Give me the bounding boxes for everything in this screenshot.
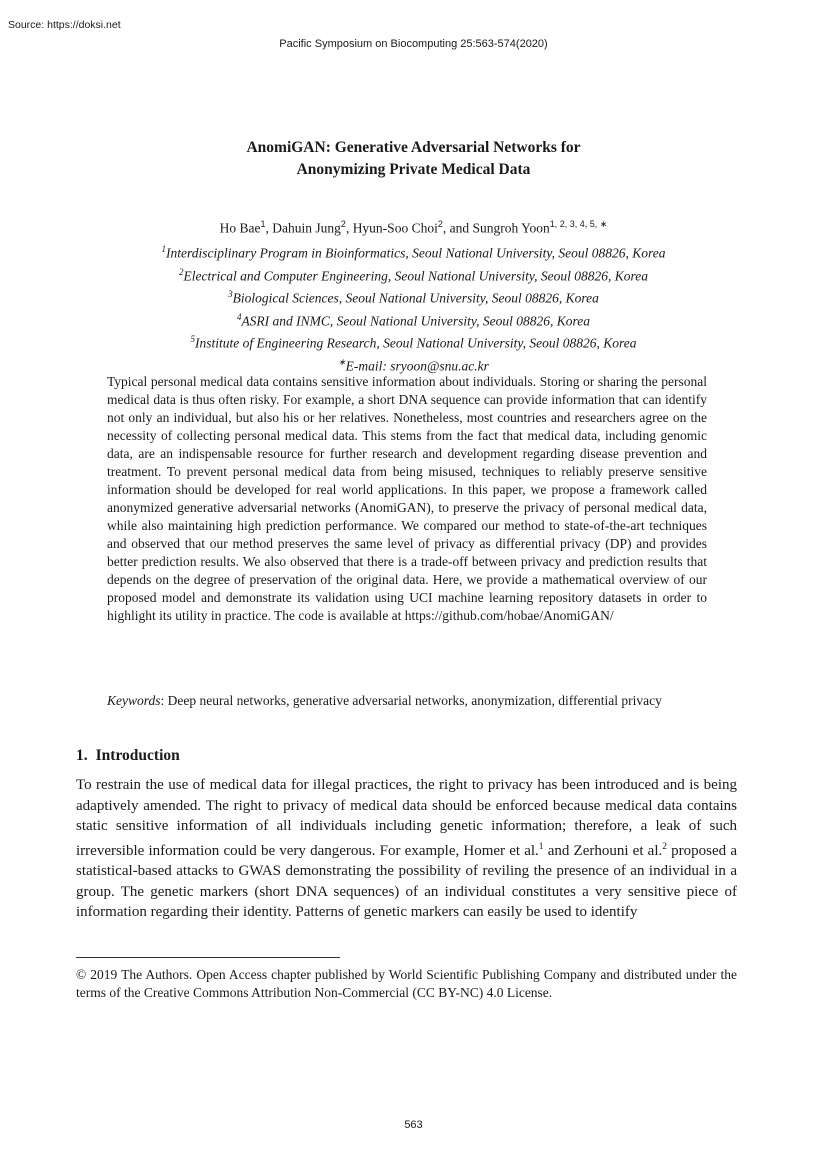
section-title: Introduction: [95, 747, 180, 764]
intro-paragraph: To restrain the use of medical data for illegal practices, the right to privacy has been introduced and is being adaptively amended. The right to privacy of medical data should be enforced because medical data contains static sensitive information of all individuals including genetic information; therefore, a leak of such irreversible information could be very dangerous. For example, Homer et al.$^1$ and Zerhouni et al.$^2$ proposed a statistical-based attacks to GWAS demonstrating the possibility of reviling the presence of an individual in a group. The genetic markers (short DNA sequences) of an individual constitutes a very sensitive piece of information regarding their identity. Patterns of genetic markers can easily be used to identify: [76, 777, 737, 920]
page-number: 563: [404, 1119, 423, 1131]
abstract: Typical personal medical data contains sensitive information about individuals. Storing or sharing the personal medical data is thus often risky. For example, a short DNA sequence can provide information that can identify not only an individual, but also his or her relatives. Nonetheless, most countries and researchers agree on the necessity of collecting personal medical data. This stems from the fact that medical data, including genomic data, are an indispensable resource for further research and development regarding disease prevention and treatment. To prevent personal medical data from being misused, techniques to reliably preserve sensitive information should be developed for real world applications. In this paper, we propose a framework called anonymized generative adversarial networks (AnomiGAN), to preserve the privacy of personal medical data, while also maintaining high prediction performance. We compared our method to state-of-the-art techniques and observed that our method preserves the same level of privacy as differential privacy (DP) and provides better prediction results. We also observed that there is a trade-off between privacy and prediction results that depends on the degree of preservation of the original data. Here, we provide a mathematical overview of our proposed model and demonstrate its validation using UCI machine learning repository datasets in order to highlight its utility in practice. The code is available at https://github.com/hobae/AnomiGAN/: [107, 374, 707, 623]
author-affil-mark: 1: [260, 219, 266, 229]
author-name: Hyun-Soo Choi: [352, 220, 438, 236]
author-affil-mark: 1, 2, 3, 4, 5, ∗: [549, 219, 608, 229]
source-line: Source: https://doksi.net: [8, 19, 121, 31]
paper-title: [0, 137, 827, 181]
copyright-footnote: © 2019 The Authors. Open Access chapter published by World Scientific Publishing Company and distributed under the terms of the Creative Commons Attribution Non-Commercial (CC BY-NC) 4.0 License.: [76, 967, 737, 1000]
affiliation-line: $^3$Biological Sciences, Seoul National University, Seoul 08826, Korea: [228, 289, 599, 306]
keywords: Keywords: Deep neural networks, generative adversarial networks, anonymization, differential privacy: [107, 693, 662, 708]
affiliation-line: $^4$ASRI and INMC, Seoul National University, Seoul 08826, Korea: [236, 311, 591, 328]
author-name: Dahuin Jung: [272, 220, 341, 236]
section-heading: [76, 747, 188, 765]
affiliation-list: [0, 240, 827, 375]
running-header: Pacific Symposium on Biocomputing 25:563-574(2020): [279, 38, 548, 50]
author-affil-mark: 2: [340, 219, 346, 229]
footnote-rule: [76, 957, 340, 958]
author-name: Ho Bae: [219, 220, 261, 236]
contact-email: ∗E-mail: sryoon@snu.ac.kr: [338, 356, 489, 373]
section-number: 1.: [76, 747, 88, 764]
author-list: Ho Bae$^1$, Dahuin Jung$^2$, Hyun-Soo Choi$^2$, and Sungroh Yoon$^{1, 2, 3, 4, 5, ∗}$: [219, 219, 608, 236]
affiliation-line: $^2$Electrical and Computer Engineering, Seoul National University, Seoul 08826, Korea: [179, 266, 648, 283]
author-affil-mark: 2: [437, 219, 443, 229]
keywords-label: Keywords: [107, 693, 161, 708]
author-name: Sungroh Yoon: [472, 220, 550, 236]
title-line-2: Anonymizing Private Medical Data: [296, 161, 531, 178]
keywords-text: Deep neural networks, generative adversarial networks, anonymization, differential privacy: [167, 693, 662, 708]
citation-ref: 2: [662, 841, 667, 852]
citation-ref: 1: [538, 841, 544, 852]
title-line-1: AnomiGAN: Generative Adversarial Networks for: [246, 139, 581, 156]
affiliation-line: $^1$Interdisciplinary Program in Bioinformatics, Seoul National University, Seoul 08826, Korea: [161, 244, 666, 261]
affiliation-line: $^5$Institute of Engineering Research, Seoul National University, Seoul 08826, Korea: [190, 334, 637, 351]
